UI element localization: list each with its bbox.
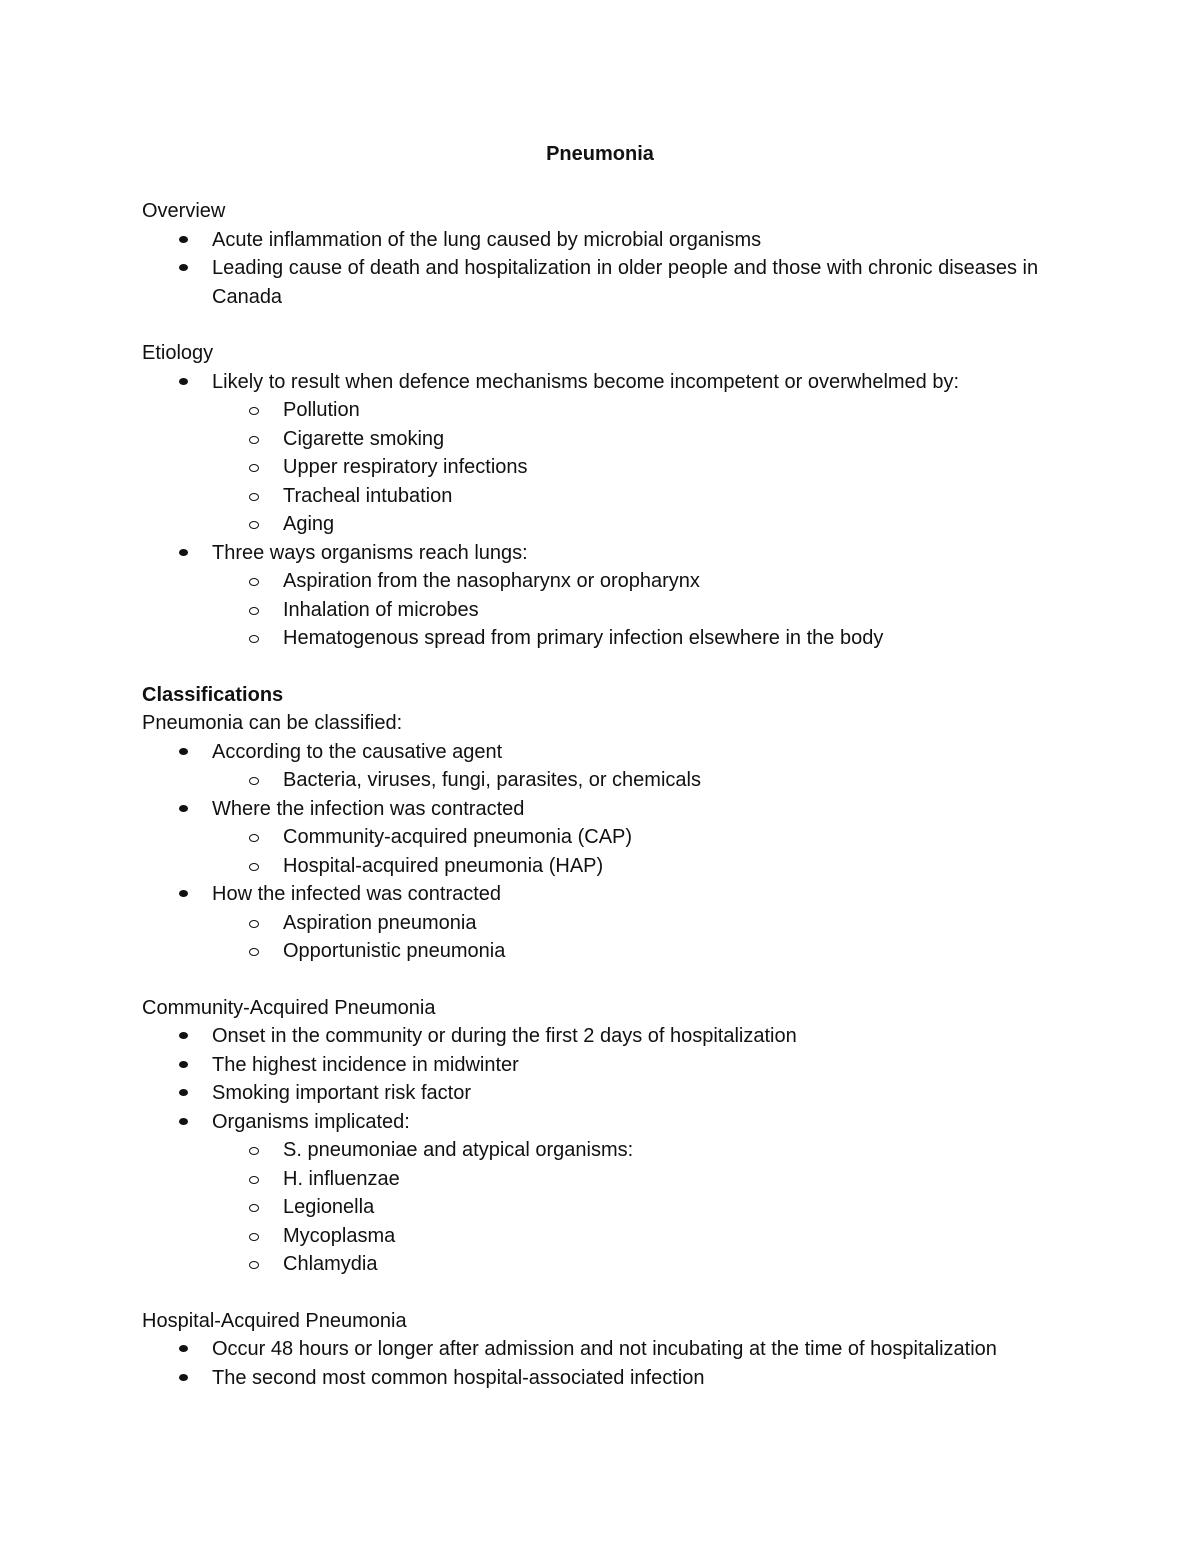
sub-bullet-list bbox=[142, 567, 1082, 653]
section-community-acquired-pneumonia bbox=[142, 994, 1082, 1279]
list-item bbox=[142, 1108, 1082, 1279]
sub-list-item bbox=[212, 766, 1082, 795]
sub-list-item bbox=[212, 510, 1082, 539]
list-item bbox=[142, 1335, 1082, 1364]
section-classifications bbox=[142, 681, 1082, 966]
list-item-text: The second most common hospital-associated infection bbox=[212, 1366, 705, 1389]
document-title: Pneumonia bbox=[546, 143, 654, 165]
list-item-text: Leading cause of death and hospitalization in older people and those with chronic diseases in Canada bbox=[212, 257, 1039, 308]
section-intro: Pneumonia can be classified: bbox=[142, 712, 403, 734]
sub-list-item-text: Opportunistic pneumonia bbox=[283, 940, 506, 962]
sub-list-item bbox=[212, 909, 1082, 938]
sub-list-item-text: Tracheal intubation bbox=[283, 484, 453, 507]
sub-list-item-text: Aspiration from the nasopharynx or oropharynx bbox=[283, 570, 700, 592]
list-item bbox=[142, 795, 1082, 881]
sub-list-item bbox=[212, 852, 1082, 881]
sub-list-item bbox=[212, 1165, 1082, 1194]
list-item bbox=[142, 1079, 1082, 1108]
sub-list-item bbox=[212, 937, 1082, 966]
section-overview bbox=[142, 197, 1082, 311]
list-item-text: According to the causative agent bbox=[212, 740, 503, 763]
sub-list-item bbox=[212, 596, 1082, 625]
sub-bullet-list bbox=[142, 823, 1082, 880]
sub-list-item-text: Aging bbox=[283, 513, 335, 535]
list-item bbox=[142, 254, 1082, 311]
section-heading: Hospital-Acquired Pneumonia bbox=[142, 1309, 407, 1332]
sub-list-item bbox=[212, 1193, 1082, 1222]
sub-list-item-text: Legionella bbox=[283, 1196, 375, 1218]
list-item-text: Occur 48 hours or longer after admission and not incubating at the time of hospitalization bbox=[212, 1338, 997, 1360]
sub-list-item-text: Hematogenous spread from primary infection elsewhere in the body bbox=[283, 627, 884, 649]
sub-list-item-text: H. influenzae bbox=[283, 1167, 400, 1190]
sub-list-item bbox=[212, 1250, 1082, 1279]
section-heading: Community-Acquired Pneumonia bbox=[142, 996, 436, 1019]
bullet-list bbox=[142, 226, 1082, 312]
list-item bbox=[142, 1022, 1082, 1051]
list-item-text: Organisms implicated: bbox=[212, 1110, 410, 1133]
sub-list-item bbox=[212, 453, 1082, 482]
section-heading: Etiology bbox=[142, 342, 214, 364]
sub-list-item-text: Hospital-acquired pneumonia (HAP) bbox=[283, 854, 604, 877]
sub-list-item-text: S. pneumoniae and atypical organisms: bbox=[283, 1139, 634, 1161]
sub-list-item-text: Mycoplasma bbox=[283, 1224, 396, 1247]
list-item-text: Where the infection was contracted bbox=[212, 797, 525, 820]
document-body bbox=[142, 197, 1082, 1420]
list-item-text: The highest incidence in midwinter bbox=[212, 1053, 519, 1076]
list-item-text: Likely to result when defence mechanisms become incompetent or overwhelmed by: bbox=[212, 370, 960, 393]
sub-list-item bbox=[212, 1222, 1082, 1251]
sub-bullet-list bbox=[142, 766, 1082, 795]
list-item bbox=[142, 880, 1082, 966]
sub-list-item bbox=[212, 567, 1082, 596]
sub-list-item bbox=[212, 396, 1082, 425]
list-item bbox=[142, 738, 1082, 795]
sub-list-item-text: Aspiration pneumonia bbox=[283, 911, 477, 934]
sub-list-item bbox=[212, 1136, 1082, 1165]
list-item-text: How the infected was contracted bbox=[212, 883, 502, 905]
section-etiology bbox=[142, 339, 1082, 653]
bullet-list bbox=[142, 1022, 1082, 1279]
bullet-list bbox=[142, 738, 1082, 966]
section-hospital-acquired-pneumonia bbox=[142, 1307, 1082, 1393]
sub-list-item-text: Upper respiratory infections bbox=[283, 456, 528, 478]
list-item-text: Onset in the community or during the first 2 days of hospitalization bbox=[212, 1025, 797, 1047]
bullet-list bbox=[142, 1335, 1082, 1392]
sub-list-item bbox=[212, 425, 1082, 454]
sub-list-item-text: Chlamydia bbox=[283, 1253, 378, 1275]
sub-list-item-text: Inhalation of microbes bbox=[283, 598, 479, 621]
sub-list-item bbox=[212, 624, 1082, 653]
sub-bullet-list bbox=[142, 1136, 1082, 1279]
sub-list-item-text: Cigarette smoking bbox=[283, 427, 445, 450]
sub-bullet-list bbox=[142, 909, 1082, 966]
list-item-text: Acute inflammation of the lung caused by microbial organisms bbox=[212, 228, 762, 251]
list-item-text: Three ways organisms reach lungs: bbox=[212, 541, 528, 564]
sub-list-item-text: Bacteria, viruses, fungi, parasites, or chemicals bbox=[283, 769, 701, 791]
list-item-text: Smoking important risk factor bbox=[212, 1082, 471, 1104]
list-item bbox=[142, 368, 1082, 539]
sub-list-item bbox=[212, 482, 1082, 511]
bullet-list bbox=[142, 368, 1082, 653]
sub-bullet-list bbox=[142, 396, 1082, 539]
list-item bbox=[142, 226, 1082, 255]
section-heading: Overview bbox=[142, 200, 226, 222]
section-heading: Classifications bbox=[142, 683, 284, 706]
list-item bbox=[142, 539, 1082, 653]
sub-list-item-text: Pollution bbox=[283, 399, 360, 421]
sub-list-item-text: Community-acquired pneumonia (CAP) bbox=[283, 826, 633, 848]
list-item bbox=[142, 1364, 1082, 1393]
list-item bbox=[142, 1051, 1082, 1080]
sub-list-item bbox=[212, 823, 1082, 852]
